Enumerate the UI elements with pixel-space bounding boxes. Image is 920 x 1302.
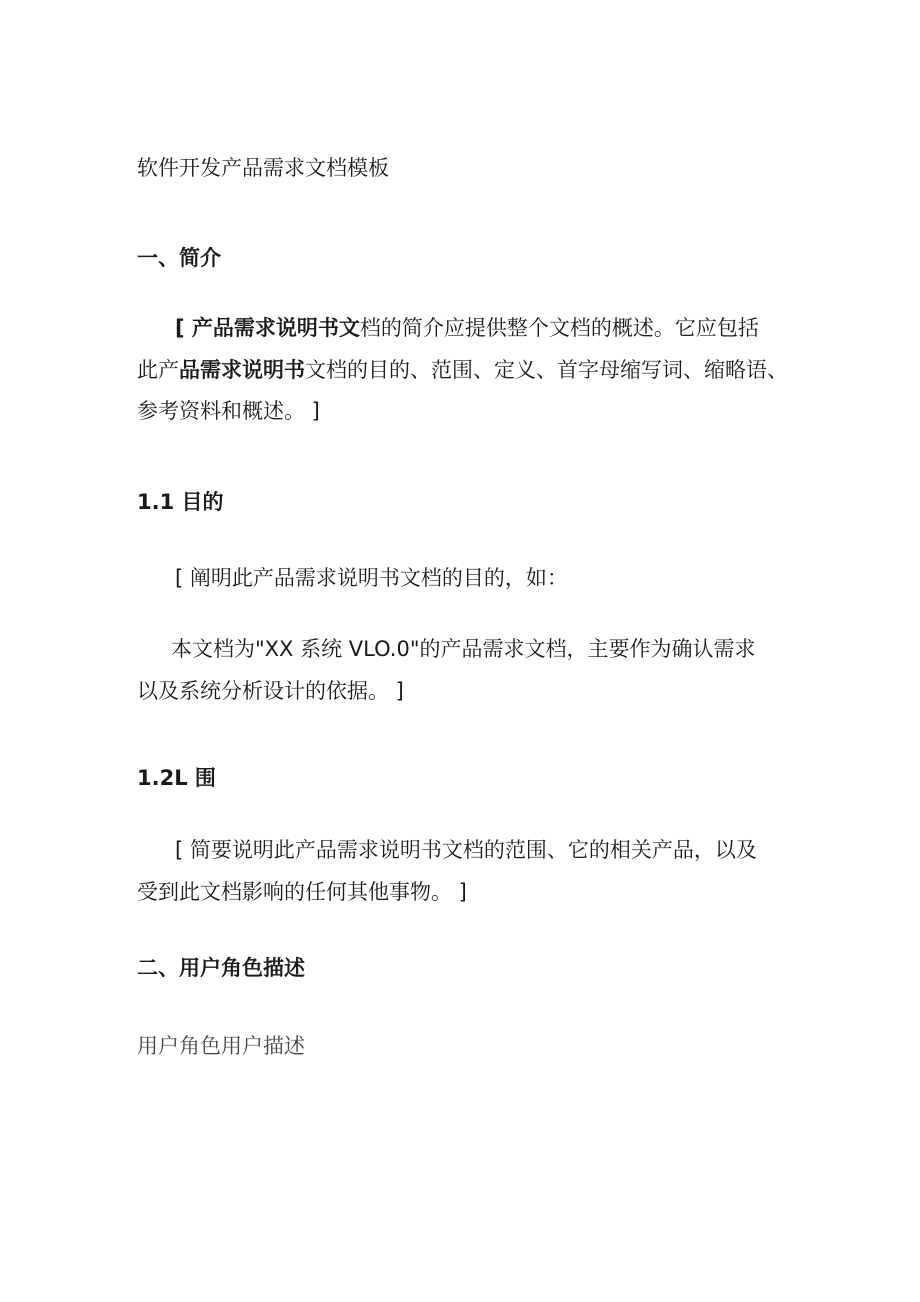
section-heading-user-roles: 二、用户角色描述 [137, 956, 305, 980]
intro-line-2 [137, 350, 797, 392]
intro-text-4: 参考资料和概述。 ] [137, 399, 320, 423]
user-roles-body: 用户角色用户描述 [137, 1034, 305, 1058]
purpose-line-3: 以及系统分析设计的依据。 ] [137, 678, 404, 703]
intro-bold-lead: [ 产品需求说明书文 [175, 316, 360, 340]
intro-paragraph [137, 308, 797, 433]
intro-text-1: 档的简介应提供整个文档的概述。它应包括 [359, 316, 759, 340]
intro-line-1 [137, 308, 797, 350]
scope-paragraph [137, 830, 797, 913]
scope-line-1: [ 简要说明此产品需求说明书文档的范围、它的相关产品，以及 [175, 838, 757, 862]
intro-text-2: 此产 [137, 357, 179, 382]
scope-line-2: 受到此文档影响的任何其他事物。 ] [137, 879, 467, 904]
intro-line-3 [137, 391, 797, 433]
document-title: 软件开发产品需求文档模板 [137, 156, 389, 180]
intro-bold-term: 品需求说明书 [179, 357, 305, 382]
section-heading-purpose: 1.1 目的 [137, 490, 224, 514]
section-heading-scope: 1.2L 围 [137, 766, 216, 790]
purpose-line-1: [ 阐明此产品需求说明书文档的目的，如： [175, 566, 568, 590]
purpose-line-2: 本文档为"XX 系统 VLO.0"的产品需求文档，主要作为确认需求 [171, 637, 756, 661]
purpose-paragraph [137, 629, 797, 712]
intro-text-3: 文档的目的、范围、定义、首字母缩写词、缩略语、 [305, 357, 788, 382]
section-heading-intro: 一、简介 [137, 246, 221, 270]
